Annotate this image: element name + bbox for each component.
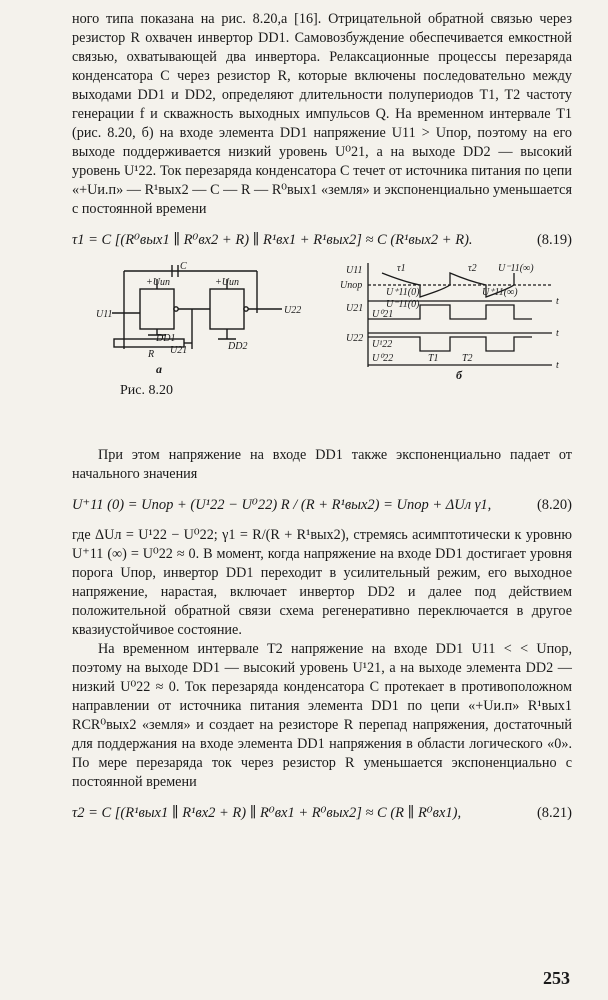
u21-0-label: U⁰21 xyxy=(372,309,394,320)
u11-0-minus-label: U⁻11(0) xyxy=(386,299,420,310)
equation-number: (8.19) xyxy=(536,232,572,248)
u22-label: U22 xyxy=(284,305,302,316)
u21-label: U21 xyxy=(170,345,188,356)
circuit-labels xyxy=(96,261,301,376)
figure-b-label: б xyxy=(456,368,462,381)
page xyxy=(72,10,572,834)
power-label-2: +Uип xyxy=(215,277,239,288)
time-axis-label-2: t xyxy=(556,328,559,339)
paragraph-3: где ΔUл = U¹22 − U⁰22; γ1 = R/(R + R¹вых2), стремясь асимптотически к уровню U⁺11 (∞) = U⁰22 ≈ 0. В момент, когда напряжение на входе DD1 достигает уровня порога Uпор, инвертор DD1 переходит в усилительный режим, его выходное напряжение, нарастая, включает инвертор DD2 и далее под действием положительной обратной связи схема регенеративно переключается в другое квазиустойчивое состояние. xyxy=(72,527,572,638)
u11-inf-minus-label: U⁻11(∞) xyxy=(498,263,534,274)
equation-8-19 xyxy=(72,229,572,251)
u11-0-plus-label: U⁺11(0) xyxy=(386,287,420,298)
timing-u22-label: U22 xyxy=(346,333,364,344)
timing-u21-label: U21 xyxy=(346,303,364,314)
tau1-label: τ1 xyxy=(397,263,406,274)
u22-0-label: U⁰22 xyxy=(372,353,394,364)
paragraph-2: При этом напряжение на входе DD1 также экспоненциально падает от начального значения xyxy=(72,447,572,482)
timing-upor-label: Uпор xyxy=(340,280,363,291)
tau2-label: τ2 xyxy=(468,263,477,274)
dd1-label: DD1 xyxy=(156,333,176,344)
equation-8-20 xyxy=(72,494,572,516)
capacitor-label: C xyxy=(180,261,187,272)
page-number: 253 xyxy=(543,968,570,988)
t2-label: T2 xyxy=(462,353,473,364)
equation-formula: τ2 = C [(R¹вых1 ∥ R¹вх2 + R) ∥ R⁰вх1 + R⁰вых2] ≈ C (R ∥ R⁰вх1), xyxy=(72,805,462,821)
figure-a-label: а xyxy=(156,362,162,376)
paragraph-4: На временном интервале T2 напряжение на входе DD1 U11 < < Uпор, поэтому на выходе DD1 — высокий уровень U¹21, а на выходе элемента DD2 — низкий U⁰22 ≈ 0. Ток перезаряда конденсатора C протекает в противоположном направлении от источника питания элемента DD1 по цепи «+Uи.п» R¹вых1 RCR⁰вых2 «земля» и создает на резисторе R перепад напряжения, достаточный для поддержания на входе элемента DD1 напряжения в области логического «0». По мере перезаряда ток через резистор R уменьшается экспоненциально с постоянной времени xyxy=(72,641,572,790)
power-label-1: +Uип xyxy=(146,277,170,288)
u11-label: U11 xyxy=(96,309,113,320)
equation-8-21 xyxy=(72,802,572,824)
timing-diagram-b xyxy=(368,263,552,367)
equation-number: (8.21) xyxy=(536,805,572,821)
equation-formula: τ1 = C [(R⁰вых1 ∥ R⁰вх2 + R) ∥ R¹вх1 + R¹вых2] ≈ C (R¹вых2 + R). xyxy=(72,232,473,248)
time-axis-label-1: t xyxy=(556,296,559,307)
circuit-diagram-a xyxy=(112,265,282,349)
equation-number: (8.20) xyxy=(536,497,572,513)
figure-8-20 xyxy=(72,261,572,446)
figure-diagrams xyxy=(52,261,572,381)
dd2-label: DD2 xyxy=(228,341,248,352)
t1-label: T1 xyxy=(428,353,439,364)
u11-inf-plus-label: U⁺11(∞) xyxy=(482,287,518,298)
time-axis-label-3: t xyxy=(556,360,559,371)
u22-1-label: U¹22 xyxy=(372,339,393,350)
equation-formula: U⁺11 (0) = Uпор + (U¹22 − U⁰22) R / (R + R¹вых2) = Uпор + ΔUл γ1, xyxy=(72,497,492,513)
resistor-label: R xyxy=(148,349,155,360)
timing-u11-label: U11 xyxy=(346,265,363,276)
paragraph-1: ного типа показана на рис. 8.20,а [16]. Отрицательной обратной связью через резистор R охвачен инвертор DD1. Самовозбуждение обеспечивается емкостной связью, охватывающей два инвертора. Релаксационные процессы перезаряда конденсатора C через резистор R, которые включены последовательно между выходами DD1 и DD2, определяют длительности полупериодов T1, T2 частоту генерации f и скважность выходных импульсов Q. На временном интервале T1 (рис. 8.20, б) на входе элемента DD1 напряжение U11 > Uпор, поэтому на его выходе поддерживается низкий уровень U⁰21, а на выходе DD2 — высокий уровень U¹22. Ток перезаряда конденсатора C течет от источника питания по цепи «+Uи.п» — R¹вых2 — C — R — R⁰вых1 «земля» и экспоненциально уменьшается с постоянной времени xyxy=(72,11,572,217)
figure-caption: Рис. 8.20 xyxy=(120,383,173,398)
